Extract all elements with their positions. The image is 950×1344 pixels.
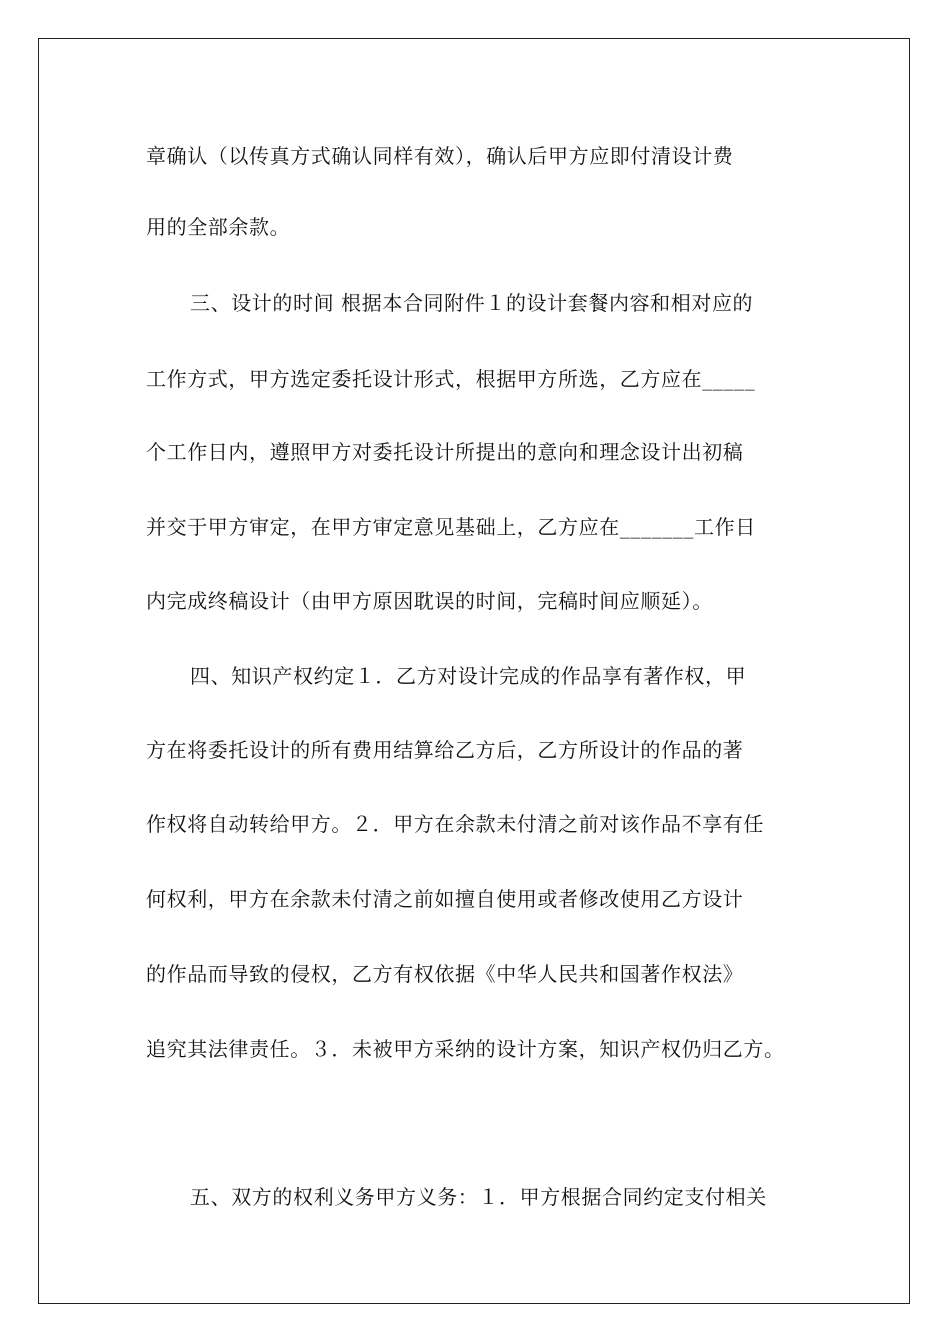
body-text-line: 章确认（以传真方式确认同样有效），确认后甲方应即付清设计费 (146, 144, 734, 168)
body-text-line: 个工作日内，遵照甲方对委托设计所提出的意向和理念设计出初稿 (146, 440, 744, 464)
section-heading-ip: 四、知识产权约定１．乙方对设计完成的作品享有著作权，甲 (190, 664, 747, 688)
body-text-line: 内完成终稿设计（由甲方原因耽误的时间，完稿时间应顺延）。 (146, 589, 713, 613)
section-heading-rights: 五、双方的权利义务甲方义务：１．甲方根据合同约定支付相关 (190, 1185, 767, 1209)
body-text-line: 方在将委托设计的所有费用结算给乙方后，乙方所设计的作品的著 (146, 738, 744, 762)
body-text-line: 并交于甲方审定，在甲方审定意见基础上，乙方应在_______工作日 (146, 515, 756, 539)
body-text-line: 的作品而导致的侵权，乙方有权依据《中华人民共和国著作权法》 (146, 962, 744, 986)
body-text-line: 用的全部余款。 (146, 215, 291, 239)
section-heading-design-time: 三、设计的时间 根据本合同附件１的设计套餐内容和相对应的 (190, 291, 754, 315)
body-text-line: 何权利，甲方在余款未付清之前如擅自使用或者修改使用乙方设计 (146, 887, 744, 911)
body-text-line: 追究其法律责任。３．未被甲方采纳的设计方案，知识产权仍归乙方。 (146, 1037, 785, 1061)
body-text-line: 工作方式，甲方选定委托设计形式，根据甲方所选，乙方应在_____ (146, 367, 756, 391)
body-text-line: 作权将自动转给甲方。２．甲方在余款未付清之前对该作品不享有任 (146, 812, 764, 836)
